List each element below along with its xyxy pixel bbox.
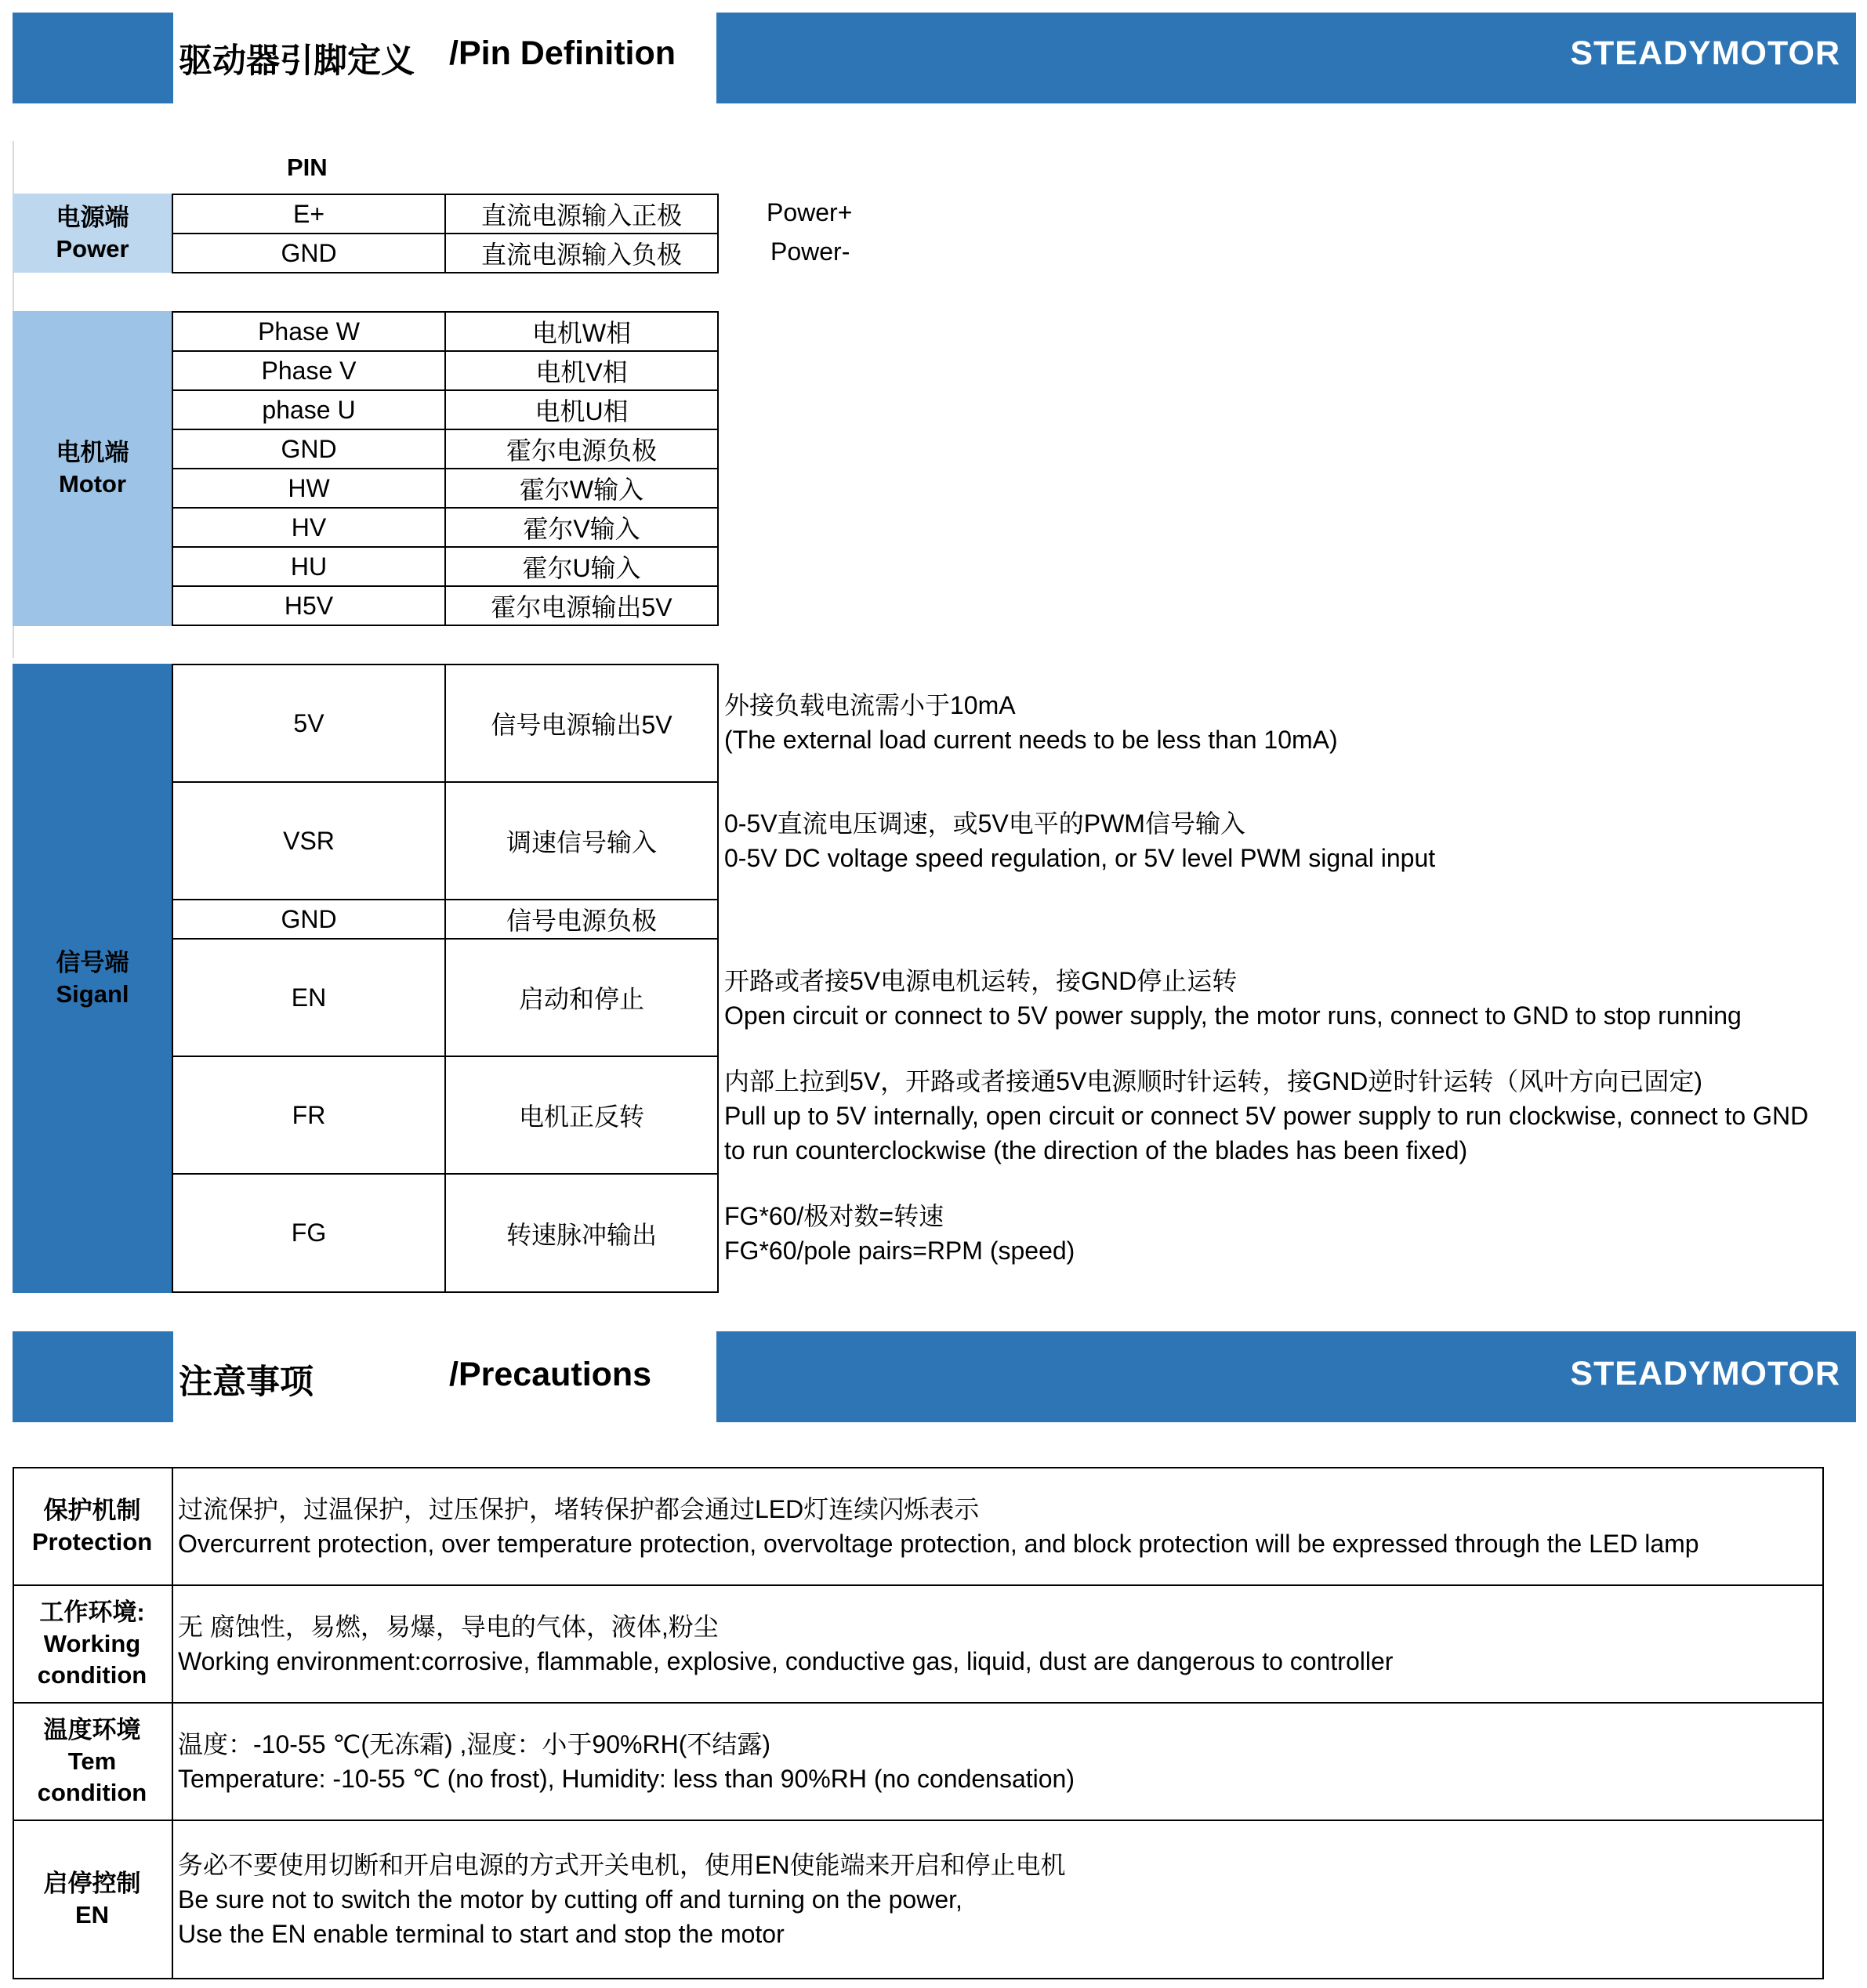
table-cell-desc: 电机W相 (444, 311, 719, 352)
motor-label-cn: 电机端 (56, 439, 129, 466)
signal-note: 外接负载电流需小于10mA (The external load current needs to be less than 10mA) (724, 691, 1338, 754)
pin-header-title-cn: 驱动器引脚定义 (179, 42, 415, 80)
brand-name: STEADYMOTOR (1570, 34, 1840, 72)
table-cell-desc: 直流电源输入正极 (444, 194, 719, 234)
motor-section-label (13, 311, 172, 626)
table-cell-pin: GND (172, 899, 446, 940)
table-cell-pin: HU (172, 546, 446, 587)
signal-note: 开路或者接5V电源电机运转，接GND停止运转 Open circuit or connect to 5V power supply, the motor runs, connect to GND to stop running (724, 967, 1742, 1030)
table-cell-desc: 启动和停止 (444, 938, 719, 1057)
pin-header-brand-bar (716, 13, 1856, 103)
table-cell-pin: EN (172, 938, 446, 1057)
table-cell-desc: 霍尔电源输出5V (444, 585, 719, 626)
table-cell-pin: HW (172, 468, 446, 509)
table-cell-pin: H5V (172, 585, 446, 626)
pin-column-title: PIN (287, 154, 328, 181)
table-cell-desc: 电机V相 (444, 350, 719, 391)
prec-header-left-block (13, 1331, 173, 1422)
table-cell-desc: 电机正反转 (444, 1056, 719, 1175)
table-cell-pin: 5V (172, 664, 446, 783)
table-cell-pin: FG (172, 1173, 446, 1293)
table-cell-desc: 电机U相 (444, 389, 719, 430)
table-cell-desc: 霍尔V输入 (444, 507, 719, 548)
motor-label-en: Motor (58, 470, 127, 498)
brand-name: STEADYMOTOR (1570, 1355, 1840, 1392)
table-cell-desc: 信号电源输出5V (444, 664, 719, 783)
pin-header-title-en: /Pin Definition (449, 34, 676, 72)
prec-header-title-en: /Precautions (449, 1356, 652, 1393)
table-cell-desc: 转速脉冲输出 (444, 1173, 719, 1293)
power-label-en: Power (56, 234, 129, 263)
table-cell-pin: HV (172, 507, 446, 548)
table-cell-pin: GND (172, 233, 446, 273)
table-cell-pin: Phase W (172, 311, 446, 352)
table-cell-desc: 霍尔W输入 (444, 468, 719, 509)
precaution-label: 启停控制 EN (43, 1870, 141, 1928)
precaution-text: 温度：-10-55 ℃(无冻霜) ,湿度：小于90%RH(不结露) Temperature: -10-55 ℃ (no frost), Humidity: less than 90%RH (no condensation) (178, 1730, 1075, 1793)
power-note: Power- (770, 237, 850, 266)
signal-label-cn: 信号端 (56, 948, 129, 976)
precaution-label: 保护机制 Protection (31, 1497, 153, 1555)
table-cell-desc: 霍尔U输入 (444, 546, 719, 587)
table-cell-pin: phase U (172, 389, 446, 430)
signal-note: 0-5V直流电压调速，或5V电平的PWM信号输入 0-5V DC voltage speed regulation, or 5V level PWM signal input (724, 809, 1436, 872)
prec-header-brand-bar (716, 1331, 1856, 1422)
pin-header-left-block (13, 13, 173, 103)
prec-header-title-cn: 注意事项 (179, 1363, 314, 1401)
signal-note: 内部上拉到5V，开路或者接通5V电源顺时针运转，接GND逆时针运转（风叶方向已固定) Pull up to 5V internally, open circuit or connect 5V power supply to run clockwise, connect to GND to run counterclockwise (the direction of the blades has been fixed) (724, 1067, 1809, 1164)
power-section-label (13, 194, 172, 273)
signal-label-en: Siganl (56, 980, 129, 1008)
precaution-text: 务必不要使用切断和开启电源的方式开关电机，使用EN使能端来开启和停止电机 Be sure not to switch the motor by cutting off and turning on the power, Use the EN enable terminal to start and stop the motor (178, 1851, 1066, 1948)
precaution-text: 无 腐蚀性，易燃，易爆，导电的气体，液体,粉尘 Working environment:corrosive, flammable, explosive, conductive gas, liquid, dust are dangerous to controller (178, 1613, 1394, 1675)
signal-section-label (13, 664, 172, 1293)
table-cell-pin: Phase V (172, 350, 446, 391)
power-label-cn: 电源端 (56, 203, 129, 231)
signal-note: FG*60/极对数=转速 FG*60/pole pairs=RPM (speed) (724, 1202, 1075, 1265)
table-cell-pin: GND (172, 429, 446, 469)
power-note: Power+ (767, 198, 853, 226)
table-cell-desc: 直流电源输入负极 (444, 233, 719, 273)
table-cell-desc: 霍尔电源负极 (444, 429, 719, 469)
precaution-label: 温度环境 Tem condition (37, 1716, 147, 1806)
table-cell-pin: VSR (172, 781, 446, 900)
precaution-text: 过流保护，过温保护，过压保护，堵转保护都会通过LED灯连续闪烁表示 Overcurrent protection, over temperature protection, overvoltage protection, and block protection will be expressed through the LED lamp (178, 1495, 1699, 1558)
table-cell-desc: 调速信号输入 (444, 781, 719, 900)
table-cell-pin: E+ (172, 194, 446, 234)
table-cell-desc: 信号电源负极 (444, 899, 719, 940)
precaution-label: 工作环境: Working condition (37, 1599, 147, 1689)
table-cell-pin: FR (172, 1056, 446, 1175)
